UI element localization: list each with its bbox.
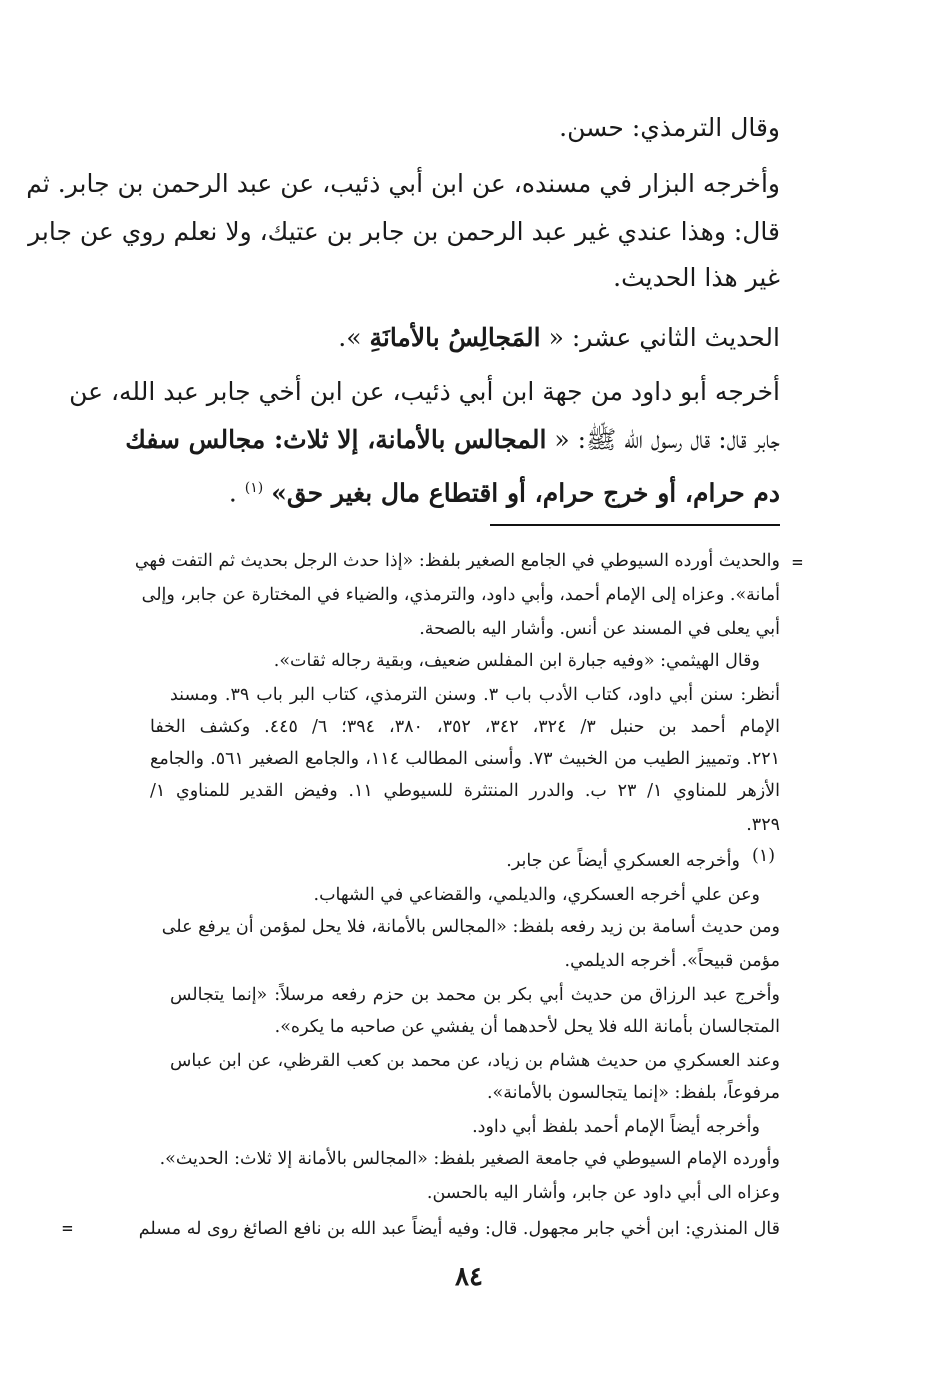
footnote-number: (١) [752, 846, 776, 866]
fn-line-13: مؤمن قبيحاً». أخرجه الديلمي. [564, 951, 780, 971]
fn-line-3: أبي يعلى في المسند عن أنس. وأشار اليه بالصحة. [419, 619, 780, 639]
continues-mark: = [62, 1218, 73, 1239]
fn-line-18: وأخرجه أيضاً الإمام أحمد بلفظ أبي داود. [472, 1117, 760, 1137]
body-line-6: أخرجه أبو داود من جهة ابن أبي ذئيب، عن ابن أخي جابر عبد الله، عن [69, 377, 780, 406]
fn-line-5: أنظر: سنن أبي داود، كتاب الأدب باب ٣. وسنن الترمذي، كتاب البر باب ٣٩. ومسند [170, 685, 780, 705]
fn-line-9: ٣٢٩. [746, 815, 780, 835]
body-line-2: وأخرجه البزار في مسنده، عن ابن أبي ذئيب، عن عبد الرحمن بن جابر. ثم [26, 169, 780, 198]
body-line-7 [125, 418, 780, 462]
fn-line-10: وأخرجه العسكري أيضاً عن جابر. [506, 851, 740, 871]
page-number: ٨٤ [455, 1262, 483, 1292]
fn-line-21: قال المنذري: ابن أخي جابر مجهول. قال: وفيه أيضاً عبد الله بن نافع الصائغ روى له مسلم [138, 1219, 780, 1239]
fn-line-16: وعند العسكري من حديث هشام بن زياد، عن محمد بن كعب القرظي، عن ابن عباس [170, 1051, 780, 1071]
fn-line-20: وعزاه الى أبي داود عن جابر، وأشار اليه بالحسن. [426, 1183, 780, 1203]
footnote-separator [490, 524, 780, 526]
body-line-1: وقال الترمذي: حسن. [559, 113, 780, 142]
hadith-heading-prefix: الحديث الثاني عشر: « [548, 323, 780, 352]
fn-line-8: الأزهر للمناوي ١/ ٢٣ ب. والدرر المنتثرة للسيوطي ١١. وفيض القدير للمناوي ١/ [150, 781, 780, 801]
hadith-heading-title: المَجالِسُ بالأمانَةِ [369, 323, 541, 352]
fn-line-4: وقال الهيثمي: «وفيه جبارة ابن المفلس ضعيف، وبقية رجاله ثقات». [273, 651, 760, 671]
hadith-intro: جابر قال: قال رسول الله ﷺ: « [554, 425, 780, 454]
fn-line-1: والحديث أورده السيوطي في الجامع الصغير بلفظ: «إذا حدث الرجل بحديث ثم التفت فهي [134, 551, 780, 571]
footnote-ref: (١) [244, 480, 264, 496]
fn-line-7: ٢٢١. وتمييز الطيب من الخبيث ٧٣. وأسنى المطالب ١١٤، والجامع الصغير ٥٦١. والجامع [150, 749, 781, 769]
fn-line-17: مرفوعاً، بلفظ: «إنما يتجالسون بالأمانة». [486, 1083, 780, 1103]
hadith-heading-suffix: ». [338, 323, 362, 352]
body-line-8 [229, 466, 780, 515]
hadith-heading [338, 316, 780, 360]
fn-line-2: أمانة». وعزاه إلى الإمام أحمد، وأبي داود، والترمذي، والضياء في المختارة عن جابر، وإلى [141, 585, 780, 605]
hadith-text-2: دم حرام، أو خرج حرام، أو اقتطاع مال بغير حق» [271, 478, 780, 508]
hadith-end: . [228, 478, 237, 508]
hadith-text-1: المجالس بالأمانة، إلا ثلاث: مجالس سفك [125, 425, 547, 454]
fn-line-6: الإمام أحمد بن حنبل ٣/ ٣٢٤، ٣٤٢، ٣٥٢، ٣٨٠، ٣٩٤؛ ٦/ ٤٤٥. وكشف الخفا [150, 717, 780, 737]
continued-mark: = [792, 552, 803, 573]
body-line-4: غير هذا الحديث. [613, 263, 780, 292]
fn-line-15: المتجالسان بأمانة الله فلا يحل لأحدهما أن يفشي عن صاحبه ما يكره». [274, 1017, 780, 1037]
body-line-3: قال: وهذا عندي غير عبد الرحمن بن جابر بن عتيك، ولا نعلم روي عن جابر [28, 217, 780, 246]
fn-line-19: وأورده الإمام السيوطي في جامعة الصغير بلفظ: «المجالس بالأمانة إلا ثلاث: الحديث». [159, 1149, 780, 1169]
fn-line-14: وأخرج عبد الرزاق من حديث أبي بكر بن محمد بن حزم رفعه مرسلاً: «إنما يتجالس [170, 985, 780, 1005]
fn-line-12: ومن حديث أسامة بن زيد رفعه بلفظ: «المجالس بالأمانة، فلا يحل لمؤمن أن يرفع على [161, 917, 780, 937]
fn-line-11: وعن علي أخرجه العسكري، والديلمي، والقضاعي في الشهاب. [313, 885, 760, 905]
